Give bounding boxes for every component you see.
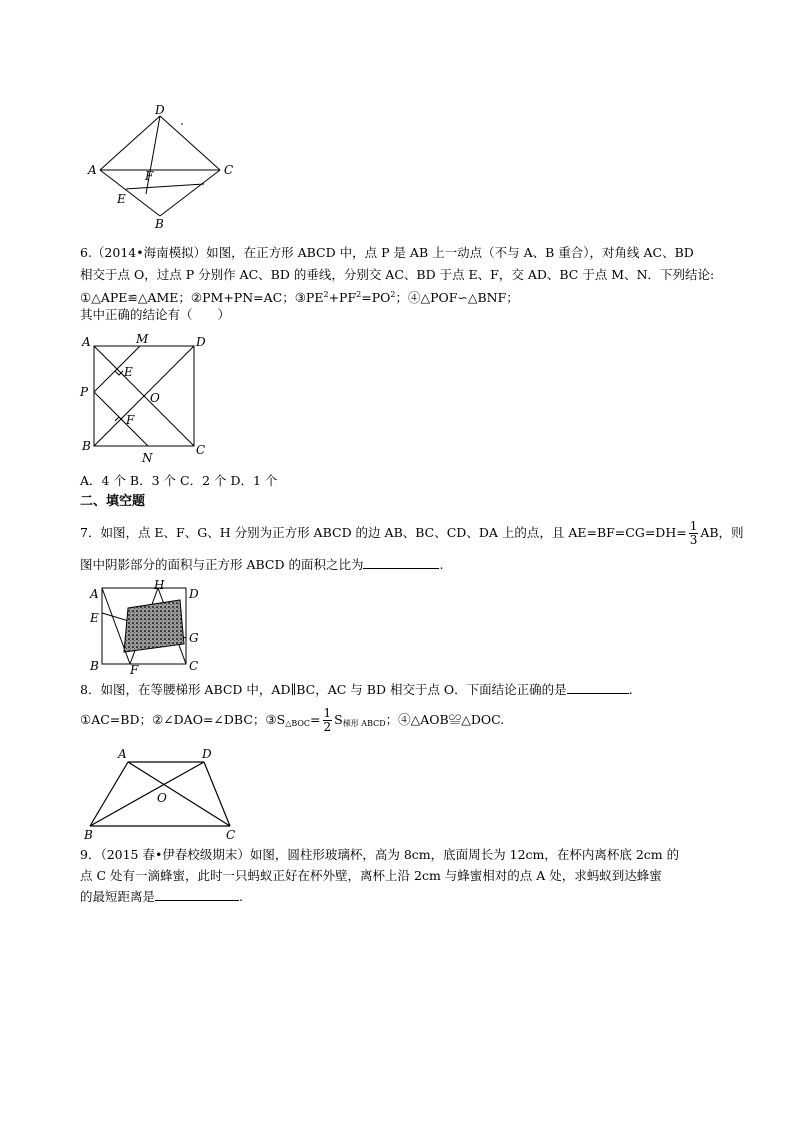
label-F: F bbox=[130, 663, 139, 674]
label-D: D bbox=[196, 335, 206, 349]
q6-line3-d: ；④△POF∽△BNF； bbox=[395, 290, 519, 306]
q6-line-3 bbox=[80, 286, 519, 307]
q8-line2-a: ①AC=BD；②∠DAO=∠DBC；③S bbox=[80, 712, 286, 727]
label-B: B bbox=[82, 439, 91, 453]
label-P: P bbox=[80, 385, 89, 399]
q8-line-1 bbox=[80, 681, 633, 699]
label-A: A bbox=[88, 163, 97, 177]
q9-answer-blank[interactable] bbox=[155, 888, 239, 901]
label-O: O bbox=[150, 391, 160, 405]
label-A: A bbox=[82, 335, 91, 349]
q7-frac-num: 1 bbox=[689, 519, 698, 533]
section-heading: 二、填空题 bbox=[80, 494, 146, 509]
label-C: C bbox=[226, 828, 236, 842]
q6-options: A．4 个 B．3 个 C．2 个 D．1 个 bbox=[80, 473, 278, 488]
q8-line1-end: . bbox=[628, 682, 633, 697]
label-H: H bbox=[154, 578, 165, 592]
q9-line3-text: 的最短距离是 bbox=[80, 889, 156, 904]
label-D: D bbox=[155, 104, 165, 117]
q6-line-4: 其中正确的结论有（ ） bbox=[80, 307, 231, 322]
label-B: B bbox=[90, 659, 99, 673]
q7-line-2 bbox=[80, 556, 443, 574]
q6-sup-3: 2 bbox=[390, 290, 396, 299]
label-N: N bbox=[142, 451, 153, 465]
q8-frac-den: 2 bbox=[323, 720, 332, 734]
q8-line2-s: S bbox=[334, 712, 343, 727]
label-C: C bbox=[189, 659, 199, 673]
label-G: G bbox=[189, 631, 199, 645]
label-E: E bbox=[124, 365, 133, 379]
label-F: F bbox=[145, 169, 154, 183]
q8-line2-b: ；④△AOB≌△DOC. bbox=[385, 712, 505, 727]
trapezoid-figure bbox=[84, 744, 244, 842]
label-F: F bbox=[126, 413, 135, 427]
q8-frac-num: 1 bbox=[323, 706, 332, 720]
q8-fraction bbox=[323, 707, 333, 734]
q7-line1-a: 7．如图，点 E、F、G、H 分别为正方形 ABCD 的边 AB、BC、CD、DA 上的点，且 AE=BF=CG=DH= bbox=[80, 525, 687, 540]
label-B: B bbox=[84, 828, 93, 842]
q7-fraction bbox=[689, 520, 699, 547]
q9-line-3 bbox=[80, 888, 243, 906]
label-E: E bbox=[117, 192, 126, 206]
q7-answer-blank[interactable] bbox=[363, 556, 439, 569]
q8-answer-blank[interactable] bbox=[567, 681, 629, 694]
q7-line2-text: 图中阴影部分的面积与正方形 ABCD 的面积之比为 bbox=[80, 557, 364, 572]
label-C: C bbox=[224, 163, 234, 177]
q7-line2-end: . bbox=[439, 557, 444, 572]
label-D: D bbox=[202, 747, 212, 761]
q8-line2-eq: = bbox=[310, 712, 321, 727]
shaded-square-figure bbox=[84, 578, 214, 674]
q8-line1-text: 8．如图，在等腰梯形 ABCD 中，AD∥BC，AC 与 BD 相交于点 O．下面结论正确的是 bbox=[80, 682, 567, 697]
label-A: A bbox=[90, 587, 99, 601]
label-C: C bbox=[196, 443, 206, 457]
q6-sup-2: 2 bbox=[356, 290, 362, 299]
q6-line-2: 相交于点 O，过点 P 分别作 AC、BD 的垂线，分别交 AC、BD 于点 E、F，交 AD、BC 于点 M、N．下列结论: bbox=[80, 267, 715, 282]
label-B: B bbox=[155, 217, 164, 231]
q9-line3-end: . bbox=[239, 889, 243, 904]
label-M: M bbox=[136, 332, 149, 346]
label-O: O bbox=[157, 791, 167, 805]
q8-sub-2: 梯形 ABCD bbox=[342, 719, 386, 728]
rhombus-figure bbox=[84, 104, 244, 234]
q6-line-1: 6.（2014•海南模拟）如图，在正方形 ABCD 中，点 P 是 AB 上一动点（不与 A、B 重合），对角线 AC、BD bbox=[80, 245, 694, 260]
q9-line-2: 点 C 处有一滴蜂蜜，此时一只蚂蚁正好在杯外壁，离杯上沿 2cm 与蜂蜜相对的点 A 处，求蚂蚁到达蜂蜜 bbox=[80, 868, 662, 883]
q6-line3-c: =PO bbox=[361, 290, 391, 306]
q8-sub-1: △BOC bbox=[285, 719, 311, 728]
q9-line-1: 9．（2015 春•伊春校级期末）如图，圆柱形玻璃杯，高为 8cm，底面周长为 12cm，在杯内离杯底 2cm 的 bbox=[80, 847, 680, 862]
q8-line-2 bbox=[80, 703, 504, 741]
label-A: A bbox=[118, 747, 127, 761]
label-E: E bbox=[90, 611, 99, 625]
label-D: D bbox=[189, 587, 199, 601]
q6-line3-a: ①△APE≌△AME；②PM+PN=AC；③PE bbox=[80, 290, 324, 306]
q7-line1-b: AB，则 bbox=[700, 525, 744, 540]
q6-line3-b: +PF bbox=[328, 290, 357, 306]
square-p-figure bbox=[78, 330, 218, 466]
q7-frac-den: 3 bbox=[689, 533, 698, 547]
q6-sup-1: 2 bbox=[323, 290, 329, 299]
q7-line-1 bbox=[80, 516, 744, 550]
